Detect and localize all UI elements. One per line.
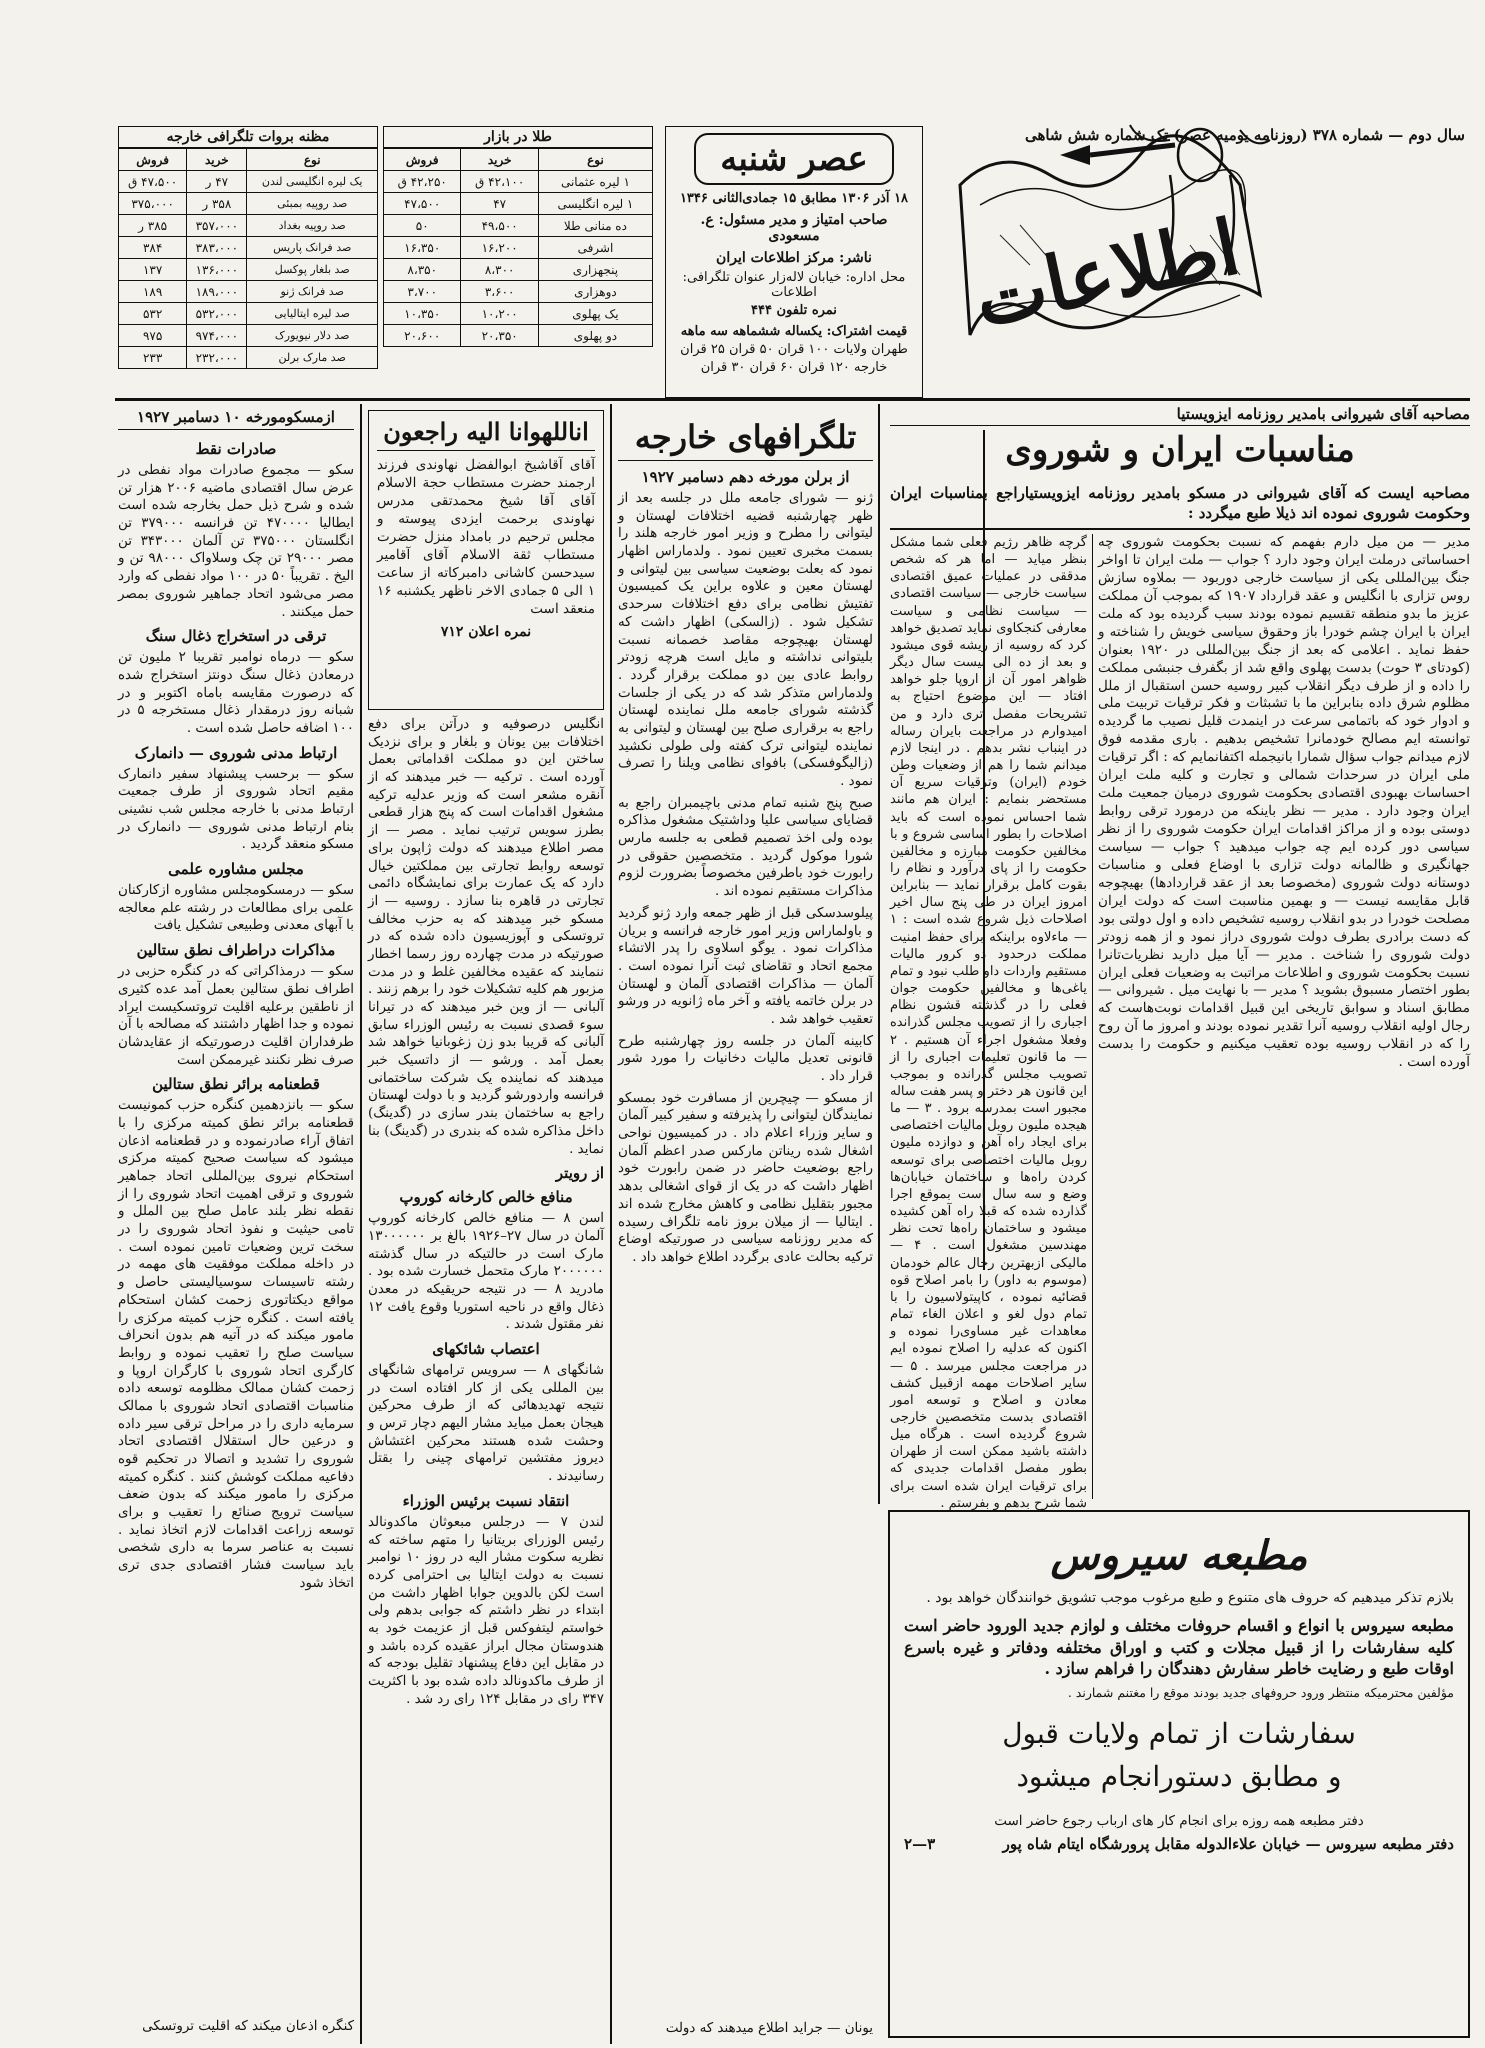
telegram-paragraph: از مسکو — چیچرین از مسافرت خود بمسکو نمایندگان لیتوانی را پذیرفته و سفیر کبیر آلمان و سایر وزراء اعلام داد . در کمیسیون نواحی اشغال شده ریناتن مارکس صدر اعظم آلمان راجع بوضعیت حاضر در ضمن رابورت خود اظهار داشت که در یک از قوای اشغالی بدهد مجبور بتقلیل نظامی و کاهش مخارج شده اند . ایتالیا — از میلان بروز نامه تلگراف رسیده که مدیر روزنامه سیاسی در صورتیکه اوضاع ترکیه بحالت عادی برگردد اطلاع خواهد داد .: [618, 1090, 873, 1265]
gold-table-caption: طلا در بازار: [383, 126, 653, 148]
telegrams-body: [618, 490, 873, 2035]
moscow-heading: ترقی در استخراج ذغال سنگ: [145, 627, 327, 646]
fx-header-type: نوع: [247, 149, 378, 171]
death-notice-title: اناللهوانا الیه راجعون: [377, 417, 595, 451]
table-cell: ۲۳۲،۰۰۰: [187, 347, 247, 369]
table-row: [384, 281, 653, 303]
table-cell: ۳،۶۰۰: [461, 281, 538, 303]
fx-rate-table: [118, 126, 378, 369]
table-row: [384, 259, 653, 281]
interview-deck: مصاحبه ایست که آقای شیروانی در مسکو بامدیر روزنامه ایزویستیاراجع بمناسبات ایران وحکومت شوروی نموده اند ذیلا طبع میگردد :: [890, 484, 1470, 522]
table-cell: ۸،۳۵۰: [384, 259, 461, 281]
ad-code: ۳—۲: [904, 1835, 936, 1854]
table-cell: ۴۷ ر: [187, 171, 247, 193]
interview-headline: مناسبات ایران و شوروی: [1005, 430, 1355, 470]
table-cell: ۱۸۹،۰۰۰: [187, 281, 247, 303]
gold-header-sell: فروش: [384, 149, 461, 171]
fx-header-buy: خرید: [187, 149, 247, 171]
reuters-heading: از رویتر: [555, 1164, 604, 1183]
table-cell: ۳۸۵ ر: [119, 215, 187, 237]
moscow-heading: مذاکرات دراطراف نطق ستالین: [136, 941, 336, 960]
table-cell: ۲۳۳: [119, 347, 187, 369]
shanghai-heading: اعتصاب شائکهای: [432, 1340, 540, 1358]
death-notice-body: آقای آقاشیخ ابوالفضل نهاوندی فرزند ارجمند حضرت مستطاب حجة الاسلام آقای آقا شیخ محمدتقی مدرس نهاوندی برحمت ایزدی پیوسته و مجلس ترحیم در بامداد منزل حضرت مستطاب ثقة الاسلام آقای آقامیر سیدحسن کاشانی دامبرکاته از ساعت ۱ الی ۵ جمادی الاخر ناظهر یکشنبه ۱۶ منعقد است: [377, 457, 595, 617]
ad-intro: بلازم تذکر میدهیم که حروف های متنوع و طبع مرغوب موجب تشویق خوانندگان خواهد بود .: [926, 1590, 1454, 1606]
table-cell: ۳،۷۰۰: [384, 281, 461, 303]
interview-column-right: مدیر — من میل دارم بفهمم که نسبت بحکومت شوروی چه احساساتی درملت ایران وجود دارد ؟ جواب — ملت ایران تا اواخر جنگ بین‌المللی یکی از سیاست خارجی دوربود — بملاوه سازش روس تزاری با انگلیس و عقد قرارداد ۱۹۰۷ که بموجب آن مملکت عزیز ما بدو منطقه تقسیم نموده بودند سبب گردیده بود که ملت ایران با ایران چشم خودرا باز وحقوق سیاسی خویش را شناخته و حفظ نماید . اعلامی که بعد از جنگ بین‌المللی در ۱۹۲۰ بعنوان (کودتای ۳ حوت) بدست پهلوی واقع شد از بگفرف جنبشی مملکت را داده و از طرف دیگر انقلاب کبیر روسیه حسن استقبال از ملل مظلوم شرق داده بنابراین ما با تشبثات و فکر ترقیات تربیت ملی و ادوار خود که باتمامی سرعت در اینمدت قلیل نصیب ما گردیده توانسته ایم مصالح خودمانرا تشخیص بدهیم . باری مقدمه فوق لازم میدانم جواب سؤال شمارا بانیجمله اکتفانمایم که : اگر ترقیات ملی ایران در سرحدات شمالی و تجارت و کلیه ملت ایران احساسات بهبودی اقتصادی بحکومت شوروی درمیان جمعیت ملت ایران وجود دارد . مدیر — نظر باینکه من درمورد ترقی روابط دوستی بوده و از مراکز اقدامات ایران حکومت شوروی را از نظر سیاسی دور کرده ایم چه جواب میدهید ؟ جواب — سیاست جهانگیری و ظالمانه دولت تزاری با اوضاع فعلی و مناسبات دوستانه دولت شوروی (مخصوصا بعد از عقد قراردادها) بهیچوجه قابل مقایسه نیست — و بهمین مناسبت است که دولت ایران مصلحت خودرا در بدو انقلاب روسیه تشخیص داده و اول دولتی بود که دست برادری بطرف دولت شوروی دراز نمود و از همه زودتر دولت شوروی را شناخت . مدیر — آیا میل دارید نظریات‌تانرا نسبت بحکومت شوروی و اطلاعات مراتبت به وضعیات فعلی ایران بطور اختصار مسبوق بشوید ؟ مدیر — با نهایت میل . شیروانی — مطابق اسناد و سوابق تاریخی این قبیل اقدامات نوبت‌هاست که رجال اولیه انقلاب روسیه آنرا تقدیر نموده بودند و امروز ما آن روح را که در انقلاب روسیه بوده تعقیب میکنیم و حکومت را بدست آورده است .: [1098, 534, 1471, 1071]
middle-paragraph: شانگهای ۸ — سرویس ترامهای شانگهای بین المللی یکی از کار افتاده است در نتیجه تهدیدهائی که از طرف محرکین هیجان بعمل میاید مشار الیهم دچار ترس و وحشت شده هستند محرکین اغتشاش دیروز مفتشین ترامهای چینی را بقتل رسانیدند .: [368, 1363, 604, 1485]
table-cell: اشرفی: [538, 237, 652, 259]
table-row: [119, 303, 378, 325]
table-cell: صد مارک برلن: [247, 347, 378, 369]
table-cell: ۴۲،۲۵۰ ق: [384, 171, 461, 193]
table-cell: صد فرانک ژنو: [247, 281, 378, 303]
table-cell: ۲۰،۶۰۰: [384, 325, 461, 347]
table-cell: صد دلار نیویورک: [247, 325, 378, 347]
telegram-paragraph: کابینه آلمان در جلسه روز چهارشنبه طرح قانونی تعدیل مالیات دخانیات را مورد شور قرار داد .: [618, 1033, 873, 1084]
table-row: [384, 237, 653, 259]
moscow-column: [118, 434, 354, 2014]
table-row: [119, 215, 378, 237]
phone-line: نمره تلفون ۴۴۴: [751, 303, 837, 318]
masthead-title: اطلاعات: [966, 202, 1247, 345]
subscription-heading: قیمت اشتراک: یکساله ششماهه سه ماهه: [680, 324, 908, 339]
table-row: [384, 193, 653, 215]
table-cell: دوهزاری: [538, 281, 652, 303]
table-cell: ۱۶،۳۵۰: [384, 237, 461, 259]
table-cell: ۲۰،۳۵۰: [461, 325, 538, 347]
day-title: عصر شنبه: [694, 133, 894, 185]
table-cell: ۴۷: [461, 193, 538, 215]
issue-line: سال دوم — شماره ۳۷۸ (روزنامه یومیه عصر) تک شماره شش شاهی: [1024, 126, 1465, 144]
deck-rule: [890, 528, 1470, 530]
table-cell: یک لیره انگلیسی لندن: [247, 171, 378, 193]
table-cell: ۱ لیره انگلیسی: [538, 193, 652, 215]
telegram-paragraph: ژنو — شورای جامعه ملل در جلسه بعد از ظهر چهارشنبه قضیه اختلافات لهستان و لیتوانی را مطرح و وزیر امور خارجه هلند را بسمت مخبری تعیین نمود . ولدماراس اظهار نمود که بعلت بوضعیت سیاسی بین لیتوانی و لهستان معین و علاوه براین یک کمیسیون تفتیش نظامی برای دفع اختلافات سرحدی تشکیل شود . (زالسکی) اظهار داشت که لهستان بهیچوجه مقاصد خصمانه نسبت بلیتوانی نداشته و مایل است هرچه زودتر روابط عادی بین دو مملکت برقرار گردد . ولدماراس متذکر شد که در یکی از جلسات گذشته شورای جامعه ملل نماینده لهستان راجع به برقراری صلح بین لهستان و لیتوانی به نماینده لیتوانی ترک کفته ولی طولی نکشید (زالیگوفسکی) بافوای نظامی ویلنا را تصرف نمود .: [618, 491, 873, 789]
moscow-heading: مجلس مشاوره علمی: [168, 860, 304, 879]
ad-footer-2: دفتر مطبعه سیروس — خیابان علاءالدوله مقابل پرورشگاه ایتام شاه پور: [1002, 1835, 1454, 1854]
middle-paragraph: اسن ۸ — منافع خالص کارخانه کوروپ آلمان در سال ۲۷–۱۹۲۶ بالغ بر ۱۳۰۰۰۰۰۰ مارک است در حالتیکه در سال گذشته ۲۰۰۰۰۰۰ مارک متحمل خسارت شده بود . مادرید ۸ — در نتیجه حریقیکه در معدن ذغال واقع در ناحیه استوریا وقوع یافت ۱۲ نفر مقتول شدند .: [368, 1211, 605, 1333]
moscow-paragraph: سکو — درمسکومجلس مشاوره ازکارکنان علمی برای مطالعات در رشته علم معالجه با آبهای معدنی وطبیعی تشکیل یافت: [118, 883, 354, 934]
date-line: ۱۸ آذر ۱۳۰۶ مطابق ۱۵ جمادی‌الثانی ۱۳۴۶: [679, 191, 909, 206]
table-row: [119, 325, 378, 347]
table-cell: ۱ لیره عثمانی: [538, 171, 652, 193]
krupp-heading: منافع خالص کارخانه کوروپ: [399, 1188, 573, 1207]
table-cell: صد بلغار پوکسل: [247, 259, 378, 281]
table-cell: ۴۷،۵۰۰ ق: [119, 171, 187, 193]
address-line: محل اداره: خیابان لاله‌زار عنوان تلگرافی: اطلاعات: [682, 270, 906, 300]
table-cell: ۵۰: [384, 215, 461, 237]
ad-note: مؤلفین محترمیکه منتظر ورود حروفهای جدید بودند موقع را مغتنم شمارند .: [1067, 1684, 1454, 1700]
table-row: [384, 325, 653, 347]
moscow-paragraph: سکو — درماه نوامبر تقریبا ۲ ملیون تن درمعادن ذغال سنگ دونتز استخراج شده که درصورت مقایسه باماه اکتوبر و در شبانه روز درمقدار ذغال مستخرجه ۵ در ۱۰۰ اضافه حاصل شده است .: [118, 650, 354, 736]
column-divider: [878, 404, 880, 1504]
subscription-abroad: خارجه ۱۲۰ قران ۶۰ قران ۳۰ قران: [700, 360, 888, 375]
telegrams-footer: یونان — جراید اطلاع میدهند که دولت: [665, 2021, 873, 2036]
gold-price-table: [383, 126, 653, 347]
moscow-heading: صادرات نقط: [195, 440, 277, 458]
table-cell: ۳۵۸ ر: [187, 193, 247, 215]
telegrams-headline: تلگرافهای خارجه: [618, 418, 873, 461]
column-divider: [360, 404, 362, 2044]
table-cell: دو پهلوی: [538, 325, 652, 347]
telegram-paragraph: پیلوسدسکی قبل از ظهر جمعه وارد ژنو گردید و باولماراس وزیر امور خارجه فرانسه و بریان مذاکرات نمود . یوگو اسلاوی را پدر الاتشاء مجمع اتحاد و تقاضای ثبت آنرا نموده است . آلمان — مذاکرات اقتصادی آلمان و لهستان در برلن خاتمه یافته و آخر ماه ژانویه در ورشو تعقیب خواهد شد .: [618, 905, 873, 1027]
subscription-tehran: طهران ولایات ۱۰۰ قران ۵۰ قران ۲۵ قران: [680, 342, 908, 357]
ad-body: مطبعه سیروس با انواع و اقسام حروفات مختلف و لوازم جدید الورود حاضر است کلیه سفارشات را از قبیل مجلات و کتب و اوراق مختلفه ودفاتر و غیره باسرع اوقات طبع و رضایت خاطر سفارش دهندگان را فراهم سازد .: [904, 1616, 1454, 1678]
moscow-paragraph: سکو — بانزدهمین کنگره حزب کمونیست قطعنامه برائر نطق کمیته مرکزی را با اتفاق آراء صادرنموده و در قطعنامه اذعان میشود که سیاست صحیح کمیته مرکزی استحکام نیروی بین‌المللی اتحاد جماهیر شوروی و ترقی اهمیت اتحاد شوروی را از نقطه نظر بلند عامل صلح بین الملل و تامی حیثیت و نفوذ اتحاد شوروی را در سخت ترین وضعیات تامین نموده است . در داخله مملکت موفقیت های مهمه در رشته تاسیسات سوسیالیستی حاصل و مواقع دیکتاتوری زحمت کشان استحکام یافته است . کنگره حزب کمیته مرکزی را مامور میکند که در آتیه هم بدون انحراف سیاست صلح را تعقیب نموده و روابط کارگری اتحاد شوروی با کارگران اروپا و زحمت کشان ممالک مظلومه توسعه داده مناسبات اقتصادی اتحاد شوروی با ممالک سرمایه داری را در مراحل ترقی سیر داده و درعین حال استقلال اقتصادی اتحاد شوروی را تشدید و اتصالا در تحکیم قوه دفاعیه مملکت کوشش کنند . کنگره کمیته مرکزی را مامور میکند که بدون ضعف سیاست ترویج صنائع را تعقیب و برای توسعه زراعت اقدامات لازم اتخاذ نماید . نسبت به عناصر سرما به داری شخصی باید سیاست فشار اقتصادی جدی تری اتخاذ شود: [118, 1098, 354, 1591]
table-cell: ۳۸۴: [119, 237, 187, 259]
publication-info-panel: [665, 126, 923, 398]
table-cell: ۱۶،۲۰۰: [461, 237, 538, 259]
interview-kicker: مصاحبه آقای شیروانی بامدیر روزنامه ایزویستیا: [890, 405, 1470, 426]
table-cell: ۸،۳۰۰: [461, 259, 538, 281]
middle-paragraph: لندن ۷ — درجلس مبعوثان ماکدونالد رئیس الوزرای بریتانیا را متهم ساخته که نظریه سکوت مشار الیه در روز ۱۰ نوامبر نسبت به دولت ایتالیا بی احترامی کرده است لکن بالدوین جوابا اظهار داشت من ابتداء در نظر داشتم که جوابی بدهم ولی خواستم لیتفوکس قبل از عزیمت خود به هندوستان مجال ابراز عقیده کرده باشد و در مقابل این دفاع پیشنهاد تقلیل بودجه که از طرف ماکدونالد داده شده بود با اکثریت ۳۴۷ رای در مقابل ۱۲۴ رای رد شد .: [368, 1514, 604, 1707]
fx-header-sell: فروش: [119, 149, 187, 171]
publisher-line: ناشر: مرکز اطلاعات ایران: [716, 250, 872, 266]
fx-table-caption: مظنه بروات تلگرافی خارجه: [118, 126, 378, 148]
table-row: [384, 215, 653, 237]
table-cell: پنجهزاری: [538, 259, 652, 281]
table-cell: ۴۲،۱۰۰ ق: [461, 171, 538, 193]
table-cell: ۵۳۲: [119, 303, 187, 325]
table-cell: ۳۸۳،۰۰۰: [187, 237, 247, 259]
table-cell: ۴۹،۵۰۰: [461, 215, 538, 237]
table-cell: ۳۵۷،۰۰۰: [187, 215, 247, 237]
table-cell: یک پهلوی: [538, 303, 652, 325]
ad-line-1: سفارشات از تمام ولایات قبول: [1002, 1717, 1356, 1751]
table-row: [119, 171, 378, 193]
table-cell: ۱۳۷: [119, 259, 187, 281]
ad-footer-1: دفتر مطبعه همه روزه برای انجام کار های ارباب رجوع حاضر است: [994, 1813, 1364, 1830]
moscow-heading: قطعنامه برائر نطق ستالین: [152, 1075, 320, 1094]
telegram-paragraph: صبح پنج شنبه تمام مدنی باچیمبران راجع به قضایای سیاسی علیا وداشتیک مشغول مذاکره بوده ولی اخذ تصمیم قطعی به جلسه مارس شورا موکول گردید . متخصصین حقوقی در رابورت خود باطرفین مخصوصاً بضرورت لزوم مذاکرات مستقیم نموده اند .: [618, 795, 873, 900]
table-cell: ۱۸۹: [119, 281, 187, 303]
moscow-paragraph: سکو — مجموع صادرات مواد نفطی در عرض سال اقتصادی ماضیه ۲۰۰۶ هزار تن شده و شرح ذیل حمل بخارجه شده است ایطالیا ۴۷۰۰۰۰ تن فرانسه ۳۷۹۰۰۰ تن انگلستان ۳۷۵۰۰۰ تن آلمان ۳۴۳۰۰۰ تن مصر ۲۹۰۰۰ تن چک وسلاواک ۹۸۰۰۰ تن و الیخ . تقریباً ۵۰ در ۱۰۰ مواد نفطی که وارد مصر می‌شود اتحاد جماهیر شوروی بمصر حمل میکنند .: [118, 463, 355, 620]
moscow-paragraph: سکو — برحسب پیشنهاد سفیر دانمارک مقیم اتحاد شوروی از طرف جمعیت ارتباط مدنی با خارجه مجلس شب نشینی بنام ارتباط مدنی شوروی — دانمارک در مسکو منعقد گردید .: [118, 766, 354, 853]
gold-header-buy: خرید: [461, 149, 538, 171]
interview-column-left: گرچه ظاهر رژیم فعلی شما مشکل بنظر میاید — اما هر که شخص مدققی در عملیات عمیق اقتصادی سیاست خارجی — سیاست اقتصادی — سیاست نظامی و سیاست معارفی کنجکاوی نماید تصدیق خواهد کرد که روسیه از ریشه قوی میشود و بعد از ده الی بیست سال دیگر ظواهر امور آن از اروپا جلو خواهد افتاد — این موضوع احتیاج به تشریحات مفصل تری دارد و من امیدوارم در مراجعت بایران رساله در اینباب نشر بدهم . در اینجا لازم میدانم شما را هم از وضعیات وطن خودم (ایران) وترقیات سریع آن مستحضر بنمایم : ایران هم مانند شما احساس نموده است که باید اصلاحات را بطور اساسی شروع و با مخالفین حکومت مبارزه و مخالفین حکومت را از پای درآورد و نظام را بقوت کامل برقرار نماید — بنابراین امروز ایران در طی پنج سال اخیر اصلاحات ذیل شروع شده است : ۱ — ماءلاوه براینکه برای حفظ امنیت مملکت درحدود دو کرور مالیات مستقیم واردات داو طلب نبود و تمام یاغی‌ها و مخالفین حکومت جوان فعلی را در گذشته قشون نظام اجباری را از تصویب مجلس گذرانده وفعلا مشغول اجراء آن هستیم . ۲ — ما قانون تعلیمات اجباری را از تصویب مجلس گذرانده و بموجب این قانون هر دختر و پسر هفت ساله مجبور است بمدرسه برود . ۳ — ما هیجده ملیون روبل مالیات اختصاصی برای ایجاد راه آهن و دوازده ملیون روبل مالیات اختصاصی برای توسعه کردن راه‌ها و ساختمان خیابان‌ها وضع و سه سال است بموقع اجرا گذارده شده که قبلا راه آهن کشیده میشود و ساختمان راه‌ها تحت نظر مهندسین مشغول است . ۴ — مالیکی ازبهترین رجال عالم خودمان (موسوم به داور) را بامر اصلاح قوه قضائیه نموده ، کاپیتولاسیون را با تمام دول لغو و اعلان الغاء تمام معاهدات غیر مساوی‌را نموده و اکنون که عدلیه را اصلاح نموده ایم در مراجعت مجلس میرسد . ۵ — سایر اصلاحات مهمه ازقبیل کشف معادن و اصلاح و توسعه امور اقتصادی بدست متخصصین خارجی شروع گردیده است . هرگاه میل داشته باشید ممکن است از طهران بطور مفصل اقدامات جدیدی که برای ترقیات ایران شده است برای شما شرح بدهم و بفرستم .: [890, 535, 1087, 1511]
sirus-printing-ad: [888, 1510, 1470, 2038]
middle-column: [368, 716, 604, 2041]
table-cell: ۳۷۵،۰۰۰: [119, 193, 187, 215]
table-row: [384, 303, 653, 325]
death-notice-box: [368, 410, 604, 710]
middle-paragraph: انگلیس درصوفیه و درآتن برای دفع اختلافات بین یونان و بلغار و برای نزدیک ساختن این دو مملکت اقداماتی بعمل آورده است . ترکیه — خبر میدهند که از آنقره مشعر است که وزیر عدلیه ترکیه مشغول اقدامات است که پنج هزار قطعی بطرز سویس ترتیب نماید . مصر — از مصر اطلاع میدهند که دولت ژاپون برای توسعه روابط تجارتی بین مملکتین خیال دارد که یک عمارت برای نمایشگاه دائمی تجارتی در قاهره بنا سازد . روسیه — از مسکو خبر میدهند که به حزب مخالف تروتسکی و آپوزیسیون داده شده که در صورتیکه در مدت چهارده روز رسما اخطار ننمایند که عقیده مخالفین غلط و در مدت مزبور هم کلیه تشکیلات خود را برهم زنند . آلبانی — از وین خبر میدهند که در تیرانا سوء قصدی نسبت به رئیس الوزراء سابق آلبانی که قریبا بدو زن زغوبانیا خواهد شد بعمل آمد . ورشو — از داتسیک خبر میدهند که نماینده یک شرکت ساختمانی فرانسه واردورشو گردید و با دولت لهستان راجع به ساختمان بندر سازی در (گدینگ) داخل مذاکره شده که بندری در (گدینگ) بنا نماید .: [368, 717, 604, 1157]
table-row: [119, 347, 378, 369]
gold-header-type: نوع: [538, 149, 652, 171]
masthead-rule: [115, 398, 1470, 401]
table-cell: ۵۳۲،۰۰۰: [187, 303, 247, 325]
table-row: [119, 193, 378, 215]
moscow-paragraph: سکو — درمذاکراتی که در کنگره حزبی در اطراف نطق ستالین بعمل آمد عده کثیری از ناطقین برعلیه اقلیت تروتسکیست ایراد نموده و جدا اظهار داشتند که مصالحه با آن طرفداران اقلیت درصورتیکه از عقایدشان صرف نظر نکنند غیرممکن است: [118, 964, 354, 1068]
table-row: [119, 281, 378, 303]
telegrams-dateline: از برلن مورخه دهم دسامبر ۱۹۲۷: [641, 468, 850, 486]
table-row: [119, 259, 378, 281]
criticism-heading: انتقاد نسبت برئیس الوزراء: [402, 1491, 570, 1510]
table-cell: صد روپیه بغداد: [247, 215, 378, 237]
table-cell: ده منانی طلا: [538, 215, 652, 237]
ad-number: نمره اعلان ۷۱۲: [440, 624, 532, 641]
table-cell: صد لیره ایتالیایی: [247, 303, 378, 325]
owner-line: صاحب امتیاز و مدیر مسئول: ع. مسعودی: [700, 212, 888, 244]
moscow-footer: کنگره اذعان میکند که اقلیت تروتسکی: [142, 2019, 354, 2034]
moscow-heading: ارتباط مدنی شوروی — دانمارک: [134, 743, 338, 762]
table-cell: ۱۰،۳۵۰: [384, 303, 461, 325]
table-cell: ۴۷،۵۰۰: [384, 193, 461, 215]
column-divider: [610, 404, 612, 2044]
column-divider: [1092, 534, 1093, 1499]
table-cell: صد روپیه بمبئی: [247, 193, 378, 215]
table-row: [119, 237, 378, 259]
ad-title: مطبعه سیروس: [1050, 1532, 1308, 1579]
table-row: [384, 171, 653, 193]
table-cell: ۱۳۶،۰۰۰: [187, 259, 247, 281]
table-cell: ۱۰،۲۰۰: [461, 303, 538, 325]
table-cell: ۹۷۵: [119, 325, 187, 347]
table-cell: ۹۷۴،۰۰۰: [187, 325, 247, 347]
ad-line-2: و مطابق دستورانجام میشود: [1016, 1760, 1342, 1794]
table-cell: صد فرانک پاریس: [247, 237, 378, 259]
moscow-header: ازمسکومورخه ۱۰ دسامبر ۱۹۲۷: [118, 408, 354, 430]
